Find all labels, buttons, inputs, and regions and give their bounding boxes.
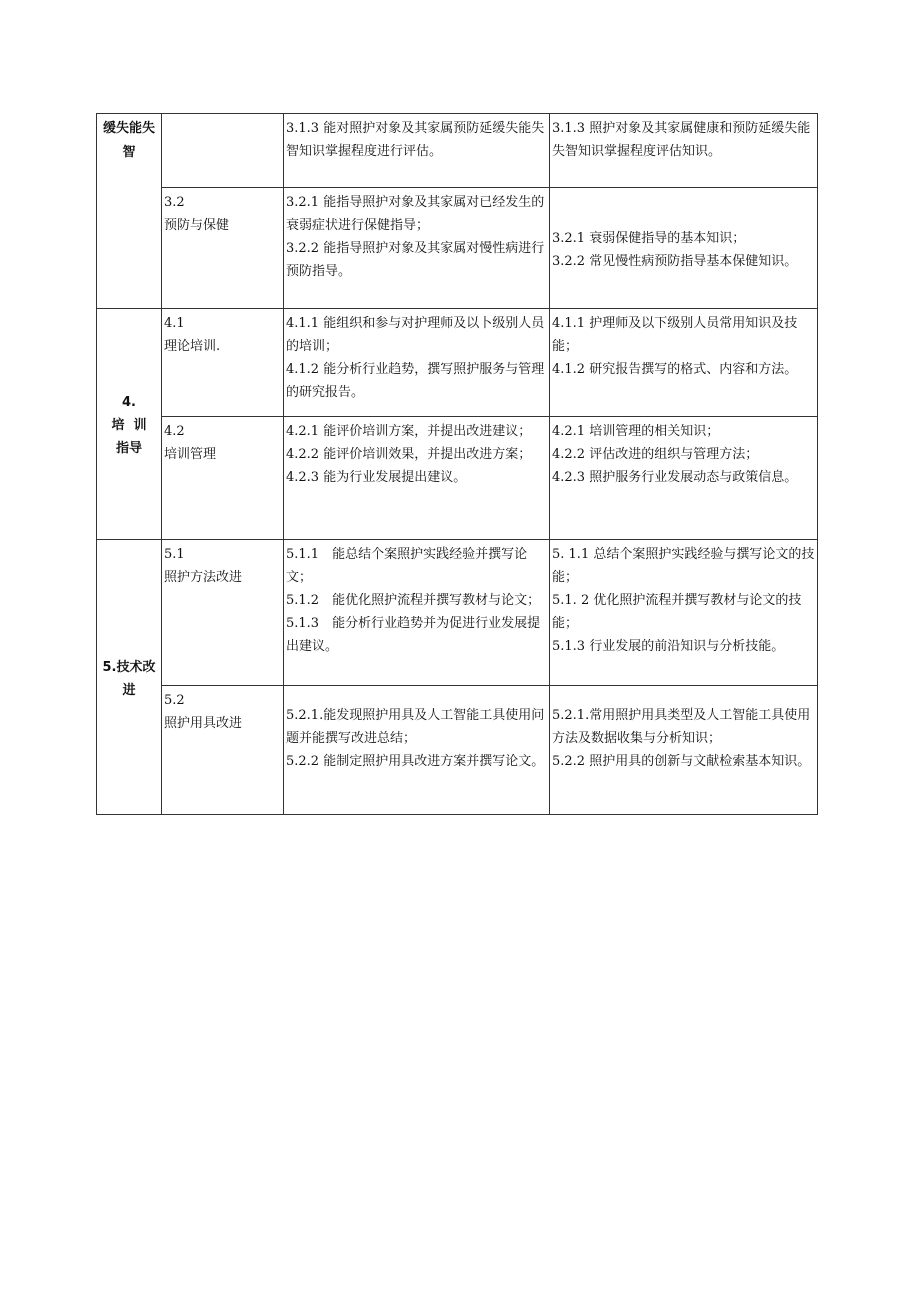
skill-item: 4.2.3 能为行业发展提出建议。 [286,470,467,485]
knowledge-item: 5. 1.1 总结个案照护实践经验与撰写论文的技能； [552,547,815,585]
knowledge-item: 3.2.2 常见慢性病预防指导基本保健知识。 [552,253,798,269]
skills-cell [284,309,550,417]
knowledge-item: 5.1. 2 优化照护流程并撰写教材与论文的技能； [552,593,802,631]
skill-item: 4.1.1 能组织和参与对护理师及以卜级别人员的培训； [286,316,545,354]
subsection-number: 5.1 [164,547,185,562]
knowledge-cell [550,540,818,686]
competency-table [96,113,818,815]
category-name: 缓失能失智 [103,121,156,160]
skill-item: 5.1.3 能分析行业趋势并为促进行业发展提出建议。 [286,616,541,654]
table-row [97,686,818,815]
category-name-line-2: 指导 [115,441,142,456]
knowledge-item: 3.1.3 照护对象及其家属健康和预防延缓失能失智知识掌握程度评估知识。 [552,121,811,159]
subsection-cell [162,309,284,417]
category-number: 4. [122,395,136,410]
table-row [97,417,818,540]
category-cell-5 [97,540,162,815]
skill-item: 3.1.3 能对照护对象及其家属预防延缓失能失智知识掌握程度进行评估。 [286,121,545,159]
category-name-line-2: 进 [122,682,136,698]
skills-cell [284,540,550,686]
category-name-line-1: 培 训 [111,418,147,433]
subsection-cell [162,540,284,686]
knowledge-cell [550,686,818,815]
subsection-number: 5.2 [164,693,185,708]
subsection-number: 4.1 [164,316,185,331]
skills-cell [284,417,550,540]
table-row [97,114,818,188]
knowledge-cell [550,188,818,309]
knowledge-item: 4.2.3 照护服务行业发展动态与政策信息。 [552,470,798,485]
knowledge-cell [550,309,818,417]
skill-item: 4.2.1 能评价培训方案，并提出改进建议； [286,424,532,439]
subsection-name: 预防与保健 [164,218,230,233]
knowledge-item: 4.1.1 护理师及以下级别人员常用知识及技能； [552,316,798,354]
subsection-name: 培训管理 [164,447,217,462]
knowledge-item: 4.2.2 评估改进的组织与管理方法； [552,447,759,462]
knowledge-cell [550,114,818,188]
table-row [97,309,818,417]
subsection-cell [162,188,284,309]
skills-cell [284,114,550,188]
skill-item: 5.2.1.能发现照护用具及人工智能工具使用问题并能撰写改进总结； [286,708,545,746]
subsection-cell [162,417,284,540]
skill-item: 4.1.2 能分析行业趋势，撰写照护服务与管理的研究报告。 [286,362,545,400]
skill-item: 3.2.1 能指导照护对象及其家属对已经发生的衰弱症状进行保健指导； [286,195,545,233]
table-row [97,540,818,686]
knowledge-item: 4.1.2 研究报告撰写的格式、内容和方法。 [552,362,798,377]
knowledge-item: 5.2.2 照护用具的创新与文献检索基本知识。 [552,754,811,769]
skill-item: 5.1.2 能优化照护流程并撰写教材与论文； [286,593,541,608]
category-cell-4 [97,309,162,540]
subsection-number: 4.2 [164,424,185,439]
skills-cell [284,686,550,815]
skill-item: 5.2.2 能制定照护用具改进方案并撰写论文。 [286,754,545,769]
subsection-cell [162,114,284,188]
skills-cell [284,188,550,309]
knowledge-item: 5.1.3 行业发展的前沿知识与分析技能。 [552,639,785,654]
knowledge-cell [550,417,818,540]
knowledge-item: 5.2.1.常用照护用具类型及人工智能工具使用方法及数据收集与分析知识； [552,708,811,746]
subsection-name: 照护方法改进 [164,570,243,585]
table-row [97,188,818,309]
subsection-name: 理论培训. [164,339,221,354]
subsection-name: 照护用具改进 [164,716,243,731]
skill-item: 4.2.2 能评价培训效果，并提出改进方案； [286,447,532,462]
subsection-cell [162,686,284,815]
category-cell-3 [97,114,162,309]
knowledge-item: 3.2.1 衰弱保健指导的基本知识； [552,230,746,246]
subsection-number: 3.2 [164,195,185,210]
skill-item: 3.2.2 能指导照护对象及其家属对慢性病进行预防指导。 [286,241,545,279]
skill-item: 5.1.1 能总结个案照护实践经验并撰写论文； [286,547,528,585]
category-name-line-1: 5.技术改 [102,659,156,675]
knowledge-item: 4.2.1 培训管理的相关知识； [552,424,720,439]
